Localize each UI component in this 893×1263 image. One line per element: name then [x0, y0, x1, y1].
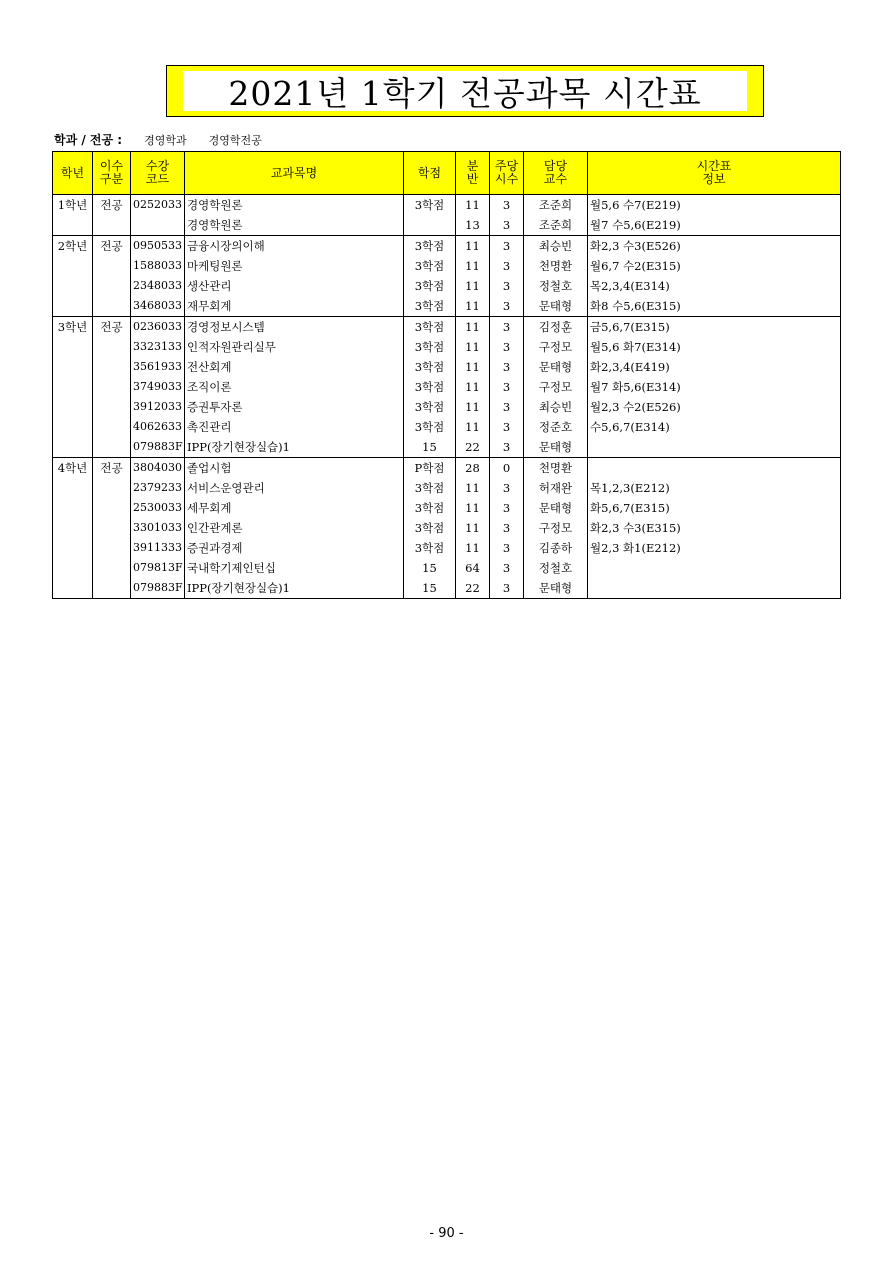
weekly-hours-cell: 3: [490, 276, 524, 296]
professor-cell: 조준희: [524, 195, 588, 216]
year-cell: [53, 276, 93, 296]
credit-cell: 15: [404, 578, 456, 599]
type-cell: 전공: [93, 195, 131, 216]
header-text: 구분: [99, 172, 124, 186]
table-row: [53, 538, 841, 558]
course-code-cell: 4062633: [131, 417, 185, 437]
year-cell: [53, 518, 93, 538]
header-cell: [456, 152, 490, 195]
header-cell: [93, 152, 131, 195]
table-row: [53, 377, 841, 397]
weekly-hours-cell: 3: [490, 337, 524, 357]
credit-cell: 3학점: [404, 377, 456, 397]
course-name-cell: 생산관리: [185, 276, 404, 296]
credit-cell: 3학점: [404, 538, 456, 558]
table-row: [53, 437, 841, 458]
schedule-info-cell: 월5,6 수7(E219): [588, 195, 841, 216]
course-code-cell: 0236033: [131, 317, 185, 338]
header-cell: [131, 152, 185, 195]
course-name-cell: 증권투자론: [185, 397, 404, 417]
course-name-cell: 인적자원관리실무: [185, 337, 404, 357]
weekly-hours-cell: 3: [490, 215, 524, 236]
type-cell: [93, 538, 131, 558]
header-cell: [490, 152, 524, 195]
title-box: [166, 65, 764, 117]
table-row: [53, 558, 841, 578]
course-name-cell: 서비스운영관리: [185, 478, 404, 498]
professor-cell: 김종하: [524, 538, 588, 558]
professor-cell: 김정훈: [524, 317, 588, 338]
credit-cell: 3학점: [404, 357, 456, 377]
credit-cell: 3학점: [404, 498, 456, 518]
year-cell: [53, 417, 93, 437]
header-cell: [588, 152, 841, 195]
course-name-cell: 국내학기제인턴십: [185, 558, 404, 578]
schedule-info-cell: 목1,2,3(E212): [588, 478, 841, 498]
credit-cell: 15: [404, 437, 456, 458]
professor-cell: 문태형: [524, 437, 588, 458]
professor-cell: 최승빈: [524, 397, 588, 417]
section-cell: 11: [456, 518, 490, 538]
professor-cell: 천명환: [524, 256, 588, 276]
department-line: [54, 131, 262, 148]
credit-cell: P학점: [404, 458, 456, 479]
course-name-cell: 경영학원론: [185, 215, 404, 236]
course-code-cell: 079883F: [131, 437, 185, 458]
schedule-info-cell: 화2,3,4(E419): [588, 357, 841, 377]
type-cell: [93, 437, 131, 458]
course-name-cell: IPP(장기현장실습)1: [185, 437, 404, 458]
header-text: 교과목명: [270, 165, 318, 180]
year-cell: [53, 397, 93, 417]
credit-cell: 3학점: [404, 236, 456, 257]
course-code-cell: 0950533: [131, 236, 185, 257]
header-text: 시간표: [696, 159, 732, 173]
section-cell: 11: [456, 256, 490, 276]
table-row: [53, 397, 841, 417]
year-cell: 1학년: [53, 195, 93, 216]
professor-cell: 최승빈: [524, 236, 588, 257]
section-cell: 13: [456, 215, 490, 236]
type-cell: [93, 215, 131, 236]
type-cell: [93, 357, 131, 377]
table-row: [53, 195, 841, 216]
schedule-info-cell: 화2,3 수3(E526): [588, 236, 841, 257]
professor-cell: 구정모: [524, 337, 588, 357]
header-text: 시수: [494, 172, 519, 186]
header-cell: [524, 152, 588, 195]
schedule-info-cell: 금5,6,7(E315): [588, 317, 841, 338]
course-code-cell: 2348033: [131, 276, 185, 296]
credit-cell: 3학점: [404, 296, 456, 317]
course-code-cell: 3561933: [131, 357, 185, 377]
type-cell: [93, 518, 131, 538]
dept-name: 경영학과: [144, 134, 187, 147]
table-row: [53, 337, 841, 357]
section-cell: 11: [456, 377, 490, 397]
header-text: 분: [466, 159, 479, 173]
type-cell: [93, 337, 131, 357]
weekly-hours-cell: 3: [490, 256, 524, 276]
course-name-cell: 인간관계론: [185, 518, 404, 538]
type-cell: [93, 296, 131, 317]
course-code-cell: 3323133: [131, 337, 185, 357]
professor-cell: 문태형: [524, 578, 588, 599]
year-cell: [53, 437, 93, 458]
table-row: [53, 578, 841, 599]
course-name-cell: 촉진관리: [185, 417, 404, 437]
weekly-hours-cell: 3: [490, 317, 524, 338]
course-code-cell: 3912033: [131, 397, 185, 417]
timetable: [52, 151, 841, 599]
course-name-cell: 경영정보시스템: [185, 317, 404, 338]
table-row: [53, 256, 841, 276]
major-name: 경영학전공: [208, 134, 262, 147]
weekly-hours-cell: 3: [490, 195, 524, 216]
credit-cell: 3학점: [404, 478, 456, 498]
type-cell: [93, 397, 131, 417]
credit-cell: 3학점: [404, 518, 456, 538]
course-code-cell: 079883F: [131, 578, 185, 599]
weekly-hours-cell: 3: [490, 478, 524, 498]
type-cell: [93, 377, 131, 397]
professor-cell: 조준희: [524, 215, 588, 236]
course-code-cell: 079813F: [131, 558, 185, 578]
table-body: [53, 195, 841, 599]
year-cell: [53, 478, 93, 498]
course-name-cell: 경영학원론: [185, 195, 404, 216]
table-row: [53, 276, 841, 296]
table-row: [53, 215, 841, 236]
section-cell: 28: [456, 458, 490, 479]
table-row: [53, 417, 841, 437]
year-cell: [53, 538, 93, 558]
schedule-info-cell: [588, 578, 841, 599]
credit-cell: 3학점: [404, 397, 456, 417]
course-name-cell: 조직이론: [185, 377, 404, 397]
schedule-info-cell: 월2,3 화1(E212): [588, 538, 841, 558]
section-cell: 11: [456, 397, 490, 417]
header-text: 담당: [543, 159, 568, 173]
professor-cell: 문태형: [524, 357, 588, 377]
type-cell: [93, 478, 131, 498]
schedule-info-cell: [588, 558, 841, 578]
year-cell: [53, 337, 93, 357]
course-name-cell: 졸업시험: [185, 458, 404, 479]
weekly-hours-cell: 3: [490, 558, 524, 578]
schedule-info-cell: [588, 437, 841, 458]
year-cell: [53, 578, 93, 599]
course-code-cell: 0252033: [131, 195, 185, 216]
section-cell: 11: [456, 317, 490, 338]
credit-cell: 3학점: [404, 276, 456, 296]
course-code-cell: [131, 215, 185, 236]
type-cell: [93, 256, 131, 276]
weekly-hours-cell: 3: [490, 437, 524, 458]
professor-cell: 정철호: [524, 558, 588, 578]
schedule-info-cell: 월7 수5,6(E219): [588, 215, 841, 236]
course-name-cell: 마케팅원론: [185, 256, 404, 276]
table-row: [53, 296, 841, 317]
schedule-info-cell: 화2,3 수3(E315): [588, 518, 841, 538]
weekly-hours-cell: 0: [490, 458, 524, 479]
table-header: [53, 152, 841, 195]
course-code-cell: 2379233: [131, 478, 185, 498]
credit-cell: 15: [404, 558, 456, 578]
course-code-cell: 3301033: [131, 518, 185, 538]
header-text: 이수: [99, 159, 124, 173]
type-cell: [93, 417, 131, 437]
schedule-info-cell: 월5,6 화7(E314): [588, 337, 841, 357]
header-text: 교수: [543, 172, 568, 186]
credit-cell: 3학점: [404, 256, 456, 276]
table-row: [53, 317, 841, 338]
course-code-cell: 3804030: [131, 458, 185, 479]
type-cell: [93, 276, 131, 296]
weekly-hours-cell: 3: [490, 578, 524, 599]
type-cell: [93, 578, 131, 599]
course-name-cell: 재무회계: [185, 296, 404, 317]
year-cell: [53, 498, 93, 518]
course-code-cell: 3749033: [131, 377, 185, 397]
schedule-info-cell: 수5,6,7(E314): [588, 417, 841, 437]
type-cell: 전공: [93, 317, 131, 338]
course-code-cell: 2530033: [131, 498, 185, 518]
professor-cell: 천명환: [524, 458, 588, 479]
header-text: 학년: [60, 165, 85, 180]
credit-cell: 3학점: [404, 337, 456, 357]
weekly-hours-cell: 3: [490, 498, 524, 518]
type-cell: 전공: [93, 458, 131, 479]
year-cell: [53, 377, 93, 397]
header-text: 주당: [494, 159, 519, 173]
year-cell: [53, 296, 93, 317]
weekly-hours-cell: 3: [490, 357, 524, 377]
professor-cell: 정준호: [524, 417, 588, 437]
course-code-cell: 3911333: [131, 538, 185, 558]
section-cell: 64: [456, 558, 490, 578]
schedule-info-cell: 목2,3,4(E314): [588, 276, 841, 296]
professor-cell: 정철호: [524, 276, 588, 296]
weekly-hours-cell: 3: [490, 518, 524, 538]
type-cell: [93, 498, 131, 518]
professor-cell: 구정모: [524, 518, 588, 538]
course-name-cell: IPP(장기현장실습)1: [185, 578, 404, 599]
schedule-info-cell: 화5,6,7(E315): [588, 498, 841, 518]
year-cell: [53, 256, 93, 276]
credit-cell: 3학점: [404, 195, 456, 216]
schedule-info-cell: 월2,3 수2(E526): [588, 397, 841, 417]
professor-cell: 문태형: [524, 296, 588, 317]
weekly-hours-cell: 3: [490, 538, 524, 558]
year-cell: 4학년: [53, 458, 93, 479]
section-cell: 11: [456, 357, 490, 377]
header-text: 학점: [417, 165, 442, 180]
year-cell: [53, 215, 93, 236]
schedule-info-cell: [588, 458, 841, 479]
header-cell: [53, 152, 93, 195]
page-number: - 90 -: [429, 1226, 464, 1241]
table-row: [53, 518, 841, 538]
schedule-info-cell: 화8 수5,6(E315): [588, 296, 841, 317]
year-cell: 3학년: [53, 317, 93, 338]
weekly-hours-cell: 3: [490, 397, 524, 417]
section-cell: 11: [456, 337, 490, 357]
section-cell: 11: [456, 296, 490, 317]
header-text: 반: [466, 172, 479, 186]
section-cell: 22: [456, 578, 490, 599]
year-cell: [53, 357, 93, 377]
header-text: 정보: [702, 172, 726, 186]
table-row: [53, 478, 841, 498]
weekly-hours-cell: 3: [490, 377, 524, 397]
weekly-hours-cell: 3: [490, 417, 524, 437]
schedule-info-cell: 월7 화5,6(E314): [588, 377, 841, 397]
header-cell: [404, 152, 456, 195]
professor-cell: 허재완: [524, 478, 588, 498]
section-cell: 11: [456, 417, 490, 437]
schedule-info-cell: 월6,7 수2(E315): [588, 256, 841, 276]
type-cell: [93, 558, 131, 578]
credit-cell: 3학점: [404, 317, 456, 338]
header-cell: [185, 152, 404, 195]
header-text: 코드: [145, 172, 170, 186]
course-code-cell: 1588033: [131, 256, 185, 276]
course-code-cell: 3468033: [131, 296, 185, 317]
credit-cell: 3학점: [404, 417, 456, 437]
weekly-hours-cell: 3: [490, 236, 524, 257]
table-row: [53, 357, 841, 377]
section-cell: 11: [456, 498, 490, 518]
section-cell: 11: [456, 195, 490, 216]
section-cell: 11: [456, 478, 490, 498]
section-cell: 11: [456, 276, 490, 296]
page-title: 2021년 1학기 전공과목 시간표: [183, 71, 747, 111]
course-name-cell: 세무회계: [185, 498, 404, 518]
course-name-cell: 금융시장의이해: [185, 236, 404, 257]
credit-cell: [404, 215, 456, 236]
section-cell: 22: [456, 437, 490, 458]
section-cell: 11: [456, 538, 490, 558]
table-row: [53, 498, 841, 518]
table-row: [53, 236, 841, 257]
table-row: [53, 458, 841, 479]
dept-label: 학과 / 전공 :: [54, 133, 123, 147]
course-name-cell: 전산회계: [185, 357, 404, 377]
course-name-cell: 증권과경제: [185, 538, 404, 558]
weekly-hours-cell: 3: [490, 296, 524, 317]
header-text: 수강: [145, 159, 170, 173]
type-cell: 전공: [93, 236, 131, 257]
year-cell: 2학년: [53, 236, 93, 257]
professor-cell: 구정모: [524, 377, 588, 397]
professor-cell: 문태형: [524, 498, 588, 518]
year-cell: [53, 558, 93, 578]
section-cell: 11: [456, 236, 490, 257]
